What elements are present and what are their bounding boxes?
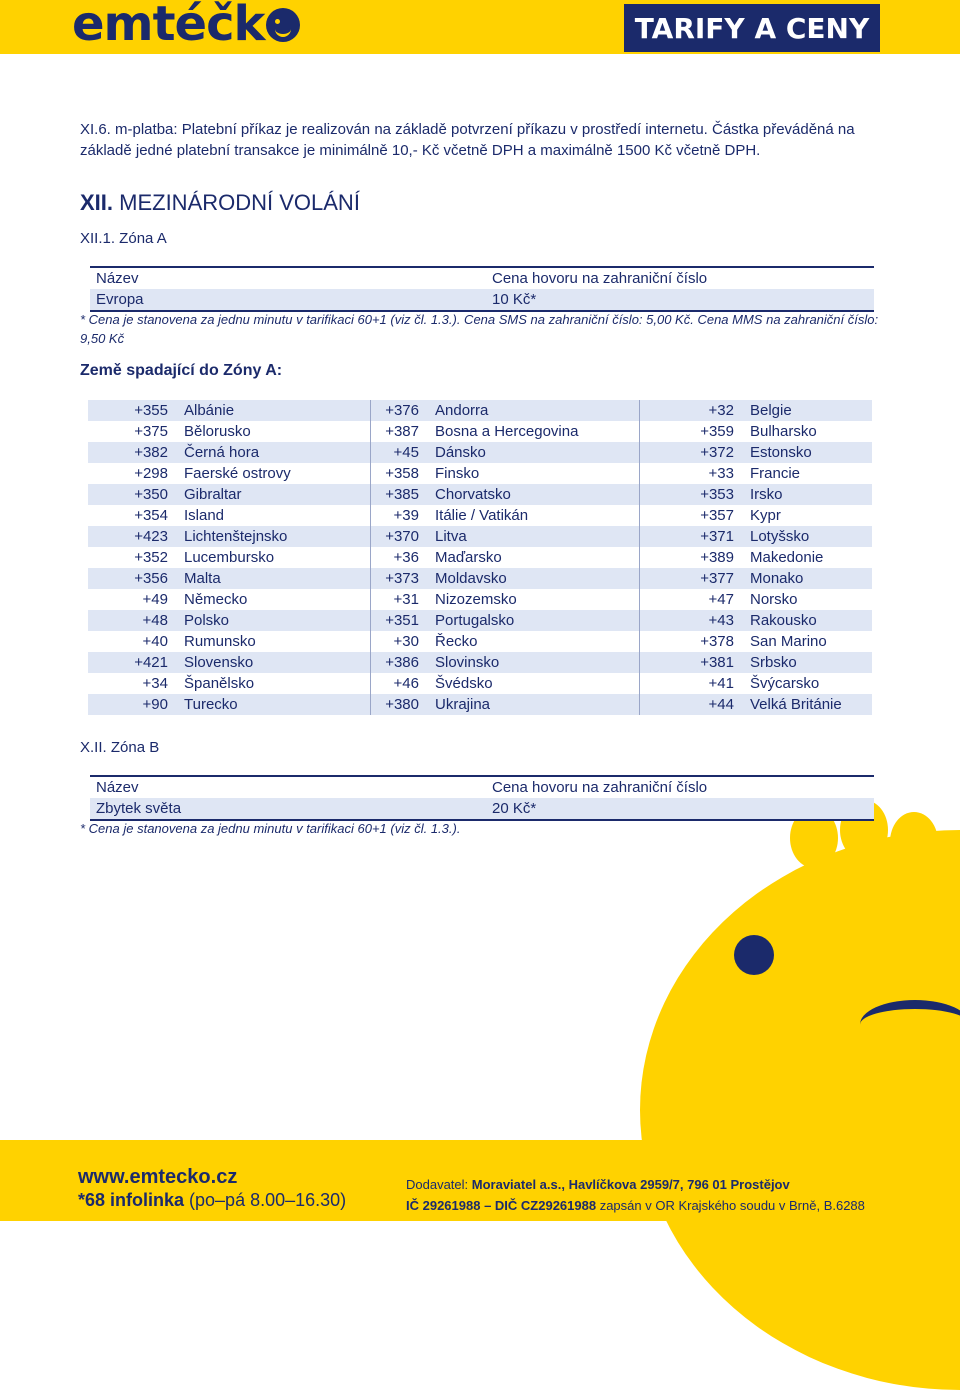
zone-b-title: X.II. Zóna B — [80, 739, 160, 756]
company-ids: IČ 29261988 – DIČ CZ29261988 zapsán v OR Krajského soudu v Brně, B.6288 — [406, 1198, 865, 1213]
country-name: Litva — [435, 526, 640, 547]
table-row — [88, 421, 872, 442]
country-name: Černá hora — [184, 442, 371, 463]
country-name: Švýcarsko — [750, 675, 820, 692]
country-name: Bosna a Hercegovina — [435, 423, 579, 440]
country-code: +33 — [640, 463, 751, 484]
supplier-info: Dodavatel: Moraviatel a.s., Havlíčkova 2959/7, 796 01 Prostějov — [406, 1177, 790, 1192]
country-name: Rumunsko — [184, 633, 256, 650]
country-code: +376 — [371, 400, 436, 421]
infoline: *68 infolinka (po–pá 8.00–16.30) — [78, 1190, 347, 1210]
zone-b-note: * Cena je stanovena za jednu minutu v tarifikaci 60+1 (viz čl. 1.3.). — [80, 821, 461, 836]
country-name: Portugalsko — [435, 610, 640, 631]
country-code: +359 — [640, 421, 751, 442]
country-name: Švédsko — [435, 675, 493, 692]
country-name: Ukrajina — [435, 694, 640, 715]
country-name: San Marino — [750, 633, 827, 650]
country-code: +356 — [88, 568, 184, 589]
country-name: Belgie — [750, 400, 872, 421]
mascot-eye — [734, 935, 774, 975]
country-code: +381 — [640, 652, 751, 673]
country-code: +382 — [88, 442, 184, 463]
country-code: +47 — [640, 589, 751, 610]
country-code: +350 — [88, 484, 184, 505]
country-name: Monako — [750, 568, 872, 589]
table-row — [90, 798, 874, 820]
country-name: Gibraltar — [184, 484, 371, 505]
country-name: Nizozemsko — [435, 591, 517, 608]
zone-b-price-table — [90, 775, 874, 821]
country-name: Makedonie — [750, 549, 824, 566]
country-name: Albánie — [184, 400, 371, 421]
zone-a-title: XII.1. Zóna A — [80, 230, 167, 247]
table-row — [90, 289, 874, 311]
country-name: Island — [184, 507, 225, 524]
country-code: +44 — [640, 694, 751, 715]
country-name: Slovinsko — [435, 652, 640, 673]
country-code: +41 — [640, 673, 751, 694]
column-header-name: Název — [90, 776, 486, 798]
country-code: +353 — [640, 484, 751, 505]
table-row — [88, 547, 872, 568]
country-name: Řecko — [435, 633, 478, 650]
country-name: Maďarsko — [435, 549, 502, 566]
table-header-row — [90, 267, 874, 289]
country-code: +352 — [134, 549, 168, 566]
smiley-icon — [266, 8, 300, 42]
zone-price-cell: 10 Kč* — [486, 289, 874, 311]
table-row — [88, 400, 872, 421]
country-name: Estonsko — [750, 442, 872, 463]
country-name: Kypr — [750, 507, 781, 524]
intro-paragraph: XI.6. m-platba: Platební příkaz je realizován na základě potvrzení příkazu v prostředí internetu. Částka převáděná na základě jedné platební transakce je minimálně 10,- Kč včetně DPH a maximálně 1500 Kč včetně DPH. — [80, 121, 855, 159]
table-row — [88, 484, 872, 505]
country-name: Faerské ostrovy — [184, 465, 291, 482]
country-code: +358 — [371, 463, 436, 484]
country-name: Chorvatsko — [435, 484, 640, 505]
zone-name-cell: Zbytek světa — [90, 798, 486, 820]
country-name: Irsko — [750, 484, 872, 505]
country-code: +45 — [371, 442, 436, 463]
column-header-name: Název — [90, 267, 486, 289]
country-code: +373 — [371, 568, 436, 589]
country-code: +370 — [371, 526, 436, 547]
table-header-row — [90, 776, 874, 798]
country-name: Itálie / Vatikán — [435, 507, 529, 524]
country-code: +298 — [134, 465, 168, 482]
country-name: Bělorusko — [184, 423, 251, 440]
table-row — [88, 673, 872, 694]
country-name: Lucembursko — [184, 549, 275, 566]
country-code: +32 — [640, 400, 751, 421]
table-row — [88, 463, 872, 484]
country-name: Francie — [750, 465, 801, 482]
country-name: Finsko — [435, 465, 480, 482]
country-name: Bulharsko — [750, 423, 817, 440]
country-name: Španělsko — [184, 675, 255, 692]
website-link[interactable]: www.emtecko.cz — [78, 1166, 238, 1188]
country-code: +385 — [371, 484, 436, 505]
country-code: +423 — [88, 526, 184, 547]
country-code: +371 — [640, 526, 751, 547]
mascot-wink-eye — [860, 1000, 960, 1049]
countries-table — [88, 400, 872, 715]
page-badge: TARIFY A CENY — [624, 4, 880, 52]
table-row — [88, 652, 872, 673]
country-code: +30 — [371, 631, 436, 652]
country-code: +48 — [88, 610, 184, 631]
country-name: Srbsko — [750, 652, 872, 673]
country-code: +36 — [371, 547, 436, 568]
table-row — [88, 505, 872, 526]
column-header-price: Cena hovoru na zahraniční číslo — [486, 267, 874, 289]
section-title: XII. MEZINÁRODNÍ VOLÁNÍ — [80, 190, 360, 215]
country-code: +386 — [371, 652, 436, 673]
country-name: Německo — [184, 591, 248, 608]
country-name: Norsko — [750, 591, 798, 608]
country-code: +357 — [640, 505, 751, 526]
country-code: +31 — [371, 589, 436, 610]
country-code: +354 — [134, 507, 168, 524]
country-code: +377 — [640, 568, 751, 589]
footer-bar — [0, 1140, 960, 1221]
country-name: Lichtenštejnsko — [184, 526, 371, 547]
country-name: Polsko — [184, 610, 371, 631]
table-row — [88, 526, 872, 547]
country-code: +378 — [640, 631, 751, 652]
country-code: +39 — [371, 505, 436, 526]
country-name: Lotyšsko — [750, 526, 872, 547]
country-code: +380 — [371, 694, 436, 715]
country-name: Andorra — [435, 400, 640, 421]
mascot-tuft — [890, 812, 938, 872]
zone-a-note: * Cena je stanovena za jednu minutu v tarifikaci 60+1 (viz čl. 1.3.). Cena SMS na zahraniční číslo: 5,00 Kč. Cena MMS na zahraniční číslo: 9,50 Kč — [80, 312, 879, 346]
country-name: Moldavsko — [435, 568, 640, 589]
table-row — [88, 442, 872, 463]
country-name: Malta — [184, 568, 371, 589]
country-code: +387 — [371, 421, 436, 442]
table-row — [88, 568, 872, 589]
country-code: +46 — [371, 673, 436, 694]
country-code: +389 — [640, 547, 751, 568]
country-code: +34 — [142, 675, 168, 692]
country-code: +372 — [640, 442, 751, 463]
country-code: +351 — [371, 610, 436, 631]
zone-a-price-table — [90, 266, 874, 312]
country-code: +49 — [142, 591, 168, 608]
country-name: Velká Británie — [750, 694, 872, 715]
zone-price-cell: 20 Kč* — [486, 798, 874, 820]
table-row — [88, 610, 872, 631]
country-code: +375 — [134, 423, 168, 440]
country-code: +421 — [88, 652, 184, 673]
country-code: +43 — [640, 610, 751, 631]
header-bar — [0, 0, 960, 54]
table-row — [88, 589, 872, 610]
mascot-illustration — [640, 830, 960, 1390]
country-name: Turecko — [184, 694, 371, 715]
country-name: Rakousko — [750, 610, 872, 631]
country-name: Dánsko — [435, 442, 640, 463]
zone-name-cell: Evropa — [90, 289, 486, 311]
country-name: Slovensko — [184, 652, 371, 673]
country-code: +40 — [142, 633, 168, 650]
country-code: +355 — [88, 400, 184, 421]
table-row — [88, 694, 872, 715]
countries-heading: Země spadající do Zóny A: — [80, 362, 283, 379]
country-code: +90 — [88, 694, 184, 715]
table-row — [88, 631, 872, 652]
column-header-price: Cena hovoru na zahraniční číslo — [486, 776, 874, 798]
brand-logo[interactable]: emtéčk — [72, 0, 300, 52]
